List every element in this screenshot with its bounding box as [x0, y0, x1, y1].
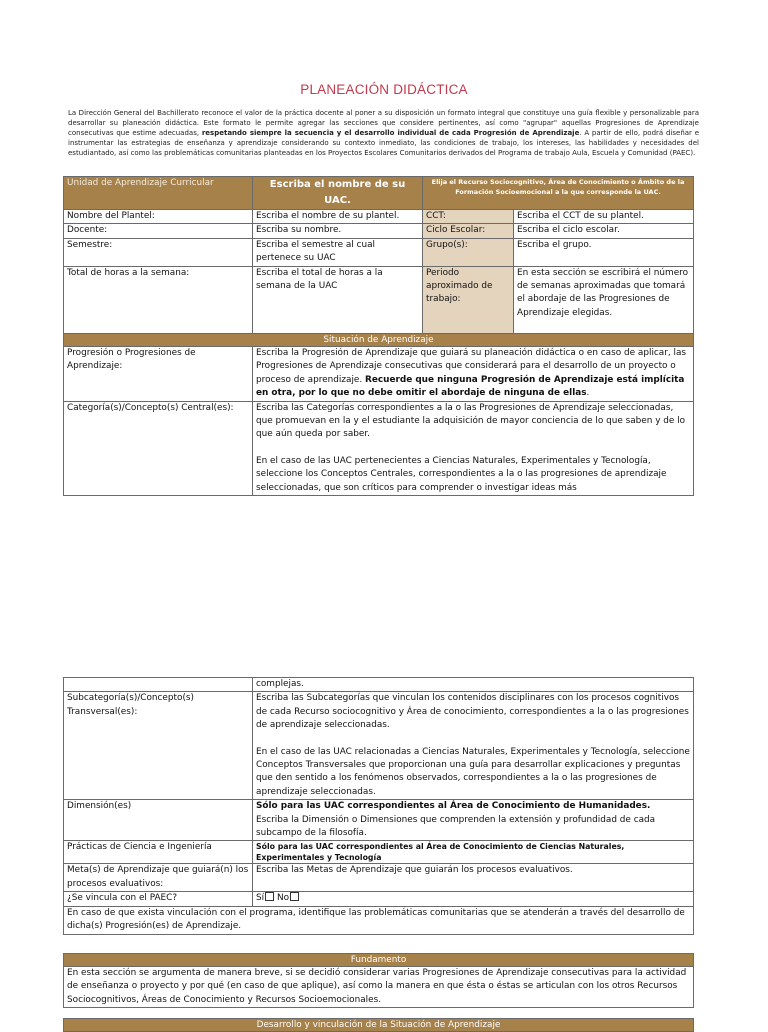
intro-paragraph	[68, 108, 699, 158]
metas-label: Meta(s) de Aprendizaje que guiará(n) los procesos evaluativos:	[64, 864, 253, 892]
horas-label: Total de horas a la semana:	[64, 266, 253, 336]
page-title: PLANEACIÓN DIDÁCTICA	[300, 82, 468, 97]
semestre-label: Semestre:	[64, 238, 253, 266]
grupo-label: Grupo(s):	[423, 238, 514, 266]
dimension-field[interactable]	[253, 800, 694, 841]
categoria-label: Categoría(s)/Concepto(s) Central(es):	[64, 401, 253, 495]
paec-no-checkbox[interactable]	[290, 892, 299, 901]
categoria-field[interactable]	[253, 401, 694, 495]
progresion-field[interactable]	[253, 347, 694, 402]
periodo-label: Periodo aproximado de trabajo:	[423, 266, 514, 336]
general-info-table	[63, 176, 694, 337]
metas-field[interactable]: Escriba las Metas de Aprendizaje que guiarán los procesos evaluativos.	[253, 864, 694, 892]
progresion-warning: Recuerde que ninguna Progresión de Aprendizaje está implícita en otra, por lo que no debe omitir el abordaje de ninguna de ellas	[256, 374, 685, 399]
fundamento-header: Fundamento	[64, 954, 694, 967]
dimension-text: Escriba la Dimensión o Dimensiones que comprenden la extensión y profundidad de cada subcampo de la filosofía.	[256, 814, 656, 839]
horas-field[interactable]: Escriba el total de horas a la semana de la UAC	[253, 266, 423, 336]
docente-label: Docente:	[64, 224, 253, 238]
practicas-field[interactable]: Sólo para las UAC correspondientes al Área de Conocimiento de Ciencias Naturales, Experimentales y Tecnología	[253, 841, 694, 864]
situacion-header: Situación de Aprendizaje	[64, 334, 694, 347]
categoria-cont-label	[64, 678, 253, 692]
uac-label: Unidad de Aprendizaje Curricular	[64, 177, 253, 210]
paec-options	[253, 892, 694, 906]
recurso-selector[interactable]: Elija el Recurso Sociocognitivo, Área de Conocimiento o Ámbito de la Formación Socioemocional a la que corresponde la UAC.	[423, 177, 694, 210]
progresion-label: Progresión o Progresiones de Aprendizaje:	[64, 347, 253, 402]
fundamento-table	[63, 953, 694, 1008]
subcategoria-text-2: En el caso de las UAC relacionadas a Ciencias Naturales, Experimentales y Tecnología, seleccione Conceptos Transversales que proporcionan una guía para desarrollar explicaciones y preguntas que den sentido a los fenómenos observados, correspondientes a la o las progresiones de aprendizaje seleccionadas.	[256, 746, 690, 797]
plantel-label: Nombre del Plantel:	[64, 210, 253, 224]
cct-label: CCT:	[423, 210, 514, 224]
docente-field[interactable]: Escriba su nombre.	[253, 224, 423, 238]
paec-si-label: Sí	[256, 893, 265, 904]
cct-field[interactable]: Escriba el CCT de su plantel.	[514, 210, 694, 224]
categoria-cont-field[interactable]: complejas.	[253, 678, 694, 692]
dimension-note: Sólo para las UAC correspondientes al Área de Conocimiento de Humanidades.	[256, 801, 651, 812]
progresion-end: .	[586, 388, 590, 399]
dimension-label: Dimensión(es)	[64, 800, 253, 841]
ciclo-label: Ciclo Escolar:	[423, 224, 514, 238]
intro-text-2: . A partir de ello, podrá diseñar e instrumentar las estrategias de enseñanza y aprendizaje considerando su contexto inmediato, las condiciones de trabajo, los intereses, las habilidades y necesidades del estudiantado, así como las problemáticas comunitarias planteadas en los Proyectos Escolares Comunitarios derivados del Programa de trabajo Aula, Escuela y Comunidad (PAEC).	[68, 129, 700, 157]
semestre-field[interactable]: Escriba el semestre al cual pertenece su UAC	[253, 238, 423, 266]
categoria-text-1: Escriba las Categorías correspondientes a la o las Progresiones de Aprendizaje seleccionadas, que promuevan en la y el estudiante la adquisición de mayor conciencia de lo que saben y de lo que aún queda por saber.	[256, 402, 686, 440]
intro-text-1: La Dirección General del Bachillerato reconoce el valor de la práctica docente al poner a su disposición un formato integral que constituye una guía flexible y personalizable para desarrollar su planeación didáctica. Este formato le permite agregar las secciones que considere pertinentes, así como "agrupar" aquellas Progresiones de Aprendizaje consecutivas que estime adecuadas,	[68, 109, 699, 137]
progresion-text: Escriba la Progresión de Aprendizaje que guiará su planeación didáctica o en caso de aplicar, las Progresiones de Aprendizaje consecutivas que considerará para el desarrollo de un proyecto o proceso de aprendizaje.	[256, 348, 687, 385]
paec-label: ¿Se vincula con el PAEC?	[64, 892, 253, 906]
desarrollo-table	[63, 1018, 694, 1032]
subcategoria-field[interactable]	[253, 692, 694, 800]
grupo-field[interactable]: Escriba el grupo.	[514, 238, 694, 266]
categoria-text-2: En el caso de las UAC pertenecientes a Ciencias Naturales, Experimentales y Tecnología, seleccione los Conceptos Centrales, correspondientes a la o las progresiones de aprendizaje seleccionadas, que son críticos para comprender o investigar ideas más	[256, 455, 667, 493]
ciclo-field[interactable]: Escriba el ciclo escolar.	[514, 224, 694, 238]
fundamento-field[interactable]: En esta sección se argumenta de manera breve, si se decidió considerar varias Progresiones de Aprendizaje consecutivas para la actividad de enseñanza o proyecto y por qué (en caso de que aplique), así como la manera en que ésta o éstas se articulan con los otros Recursos Sociocognitivos, Áreas de Conocimiento y Recursos Socioemocionales.	[64, 967, 694, 1008]
subcategoria-label: Subcategoría(s)/Concepto(s) Transversal(es):	[64, 692, 253, 800]
paec-si-checkbox[interactable]	[265, 892, 274, 901]
paec-field[interactable]: En caso de que exista vinculación con el programa, identifique las problemáticas comunitarias que se atenderán a través del desarrollo de dicha(s) Progresión(es) de Aprendizaje.	[64, 906, 694, 934]
subcategoria-text-1: Escriba las Subcategorías que vinculan los contenidos disciplinares con los procesos cognitivos de cada Recurso sociocognitivo y Área de conocimiento, correspondientes a la o las progresiones de aprendizaje seleccionadas.	[256, 693, 689, 731]
situacion-continued-table	[63, 677, 694, 935]
plantel-field[interactable]: Escriba el nombre de su plantel.	[253, 210, 423, 224]
periodo-field[interactable]: En esta sección se escribirá el número de semanas aproximadas que tomará el abordaje de las Progresiones de Aprendizaje elegidas.	[514, 266, 694, 336]
intro-bold: respetando siempre la secuencia y el desarrollo individual de cada Progresión de Aprendizaje	[201, 129, 580, 137]
situacion-table	[63, 333, 694, 496]
paec-no-label: No	[276, 893, 290, 904]
uac-name-field[interactable]: Escriba el nombre de su UAC.	[253, 177, 423, 210]
practicas-label: Prácticas de Ciencia e Ingeniería	[64, 841, 253, 864]
desarrollo-header: Desarrollo y vinculación de la Situación de Aprendizaje	[64, 1019, 694, 1032]
